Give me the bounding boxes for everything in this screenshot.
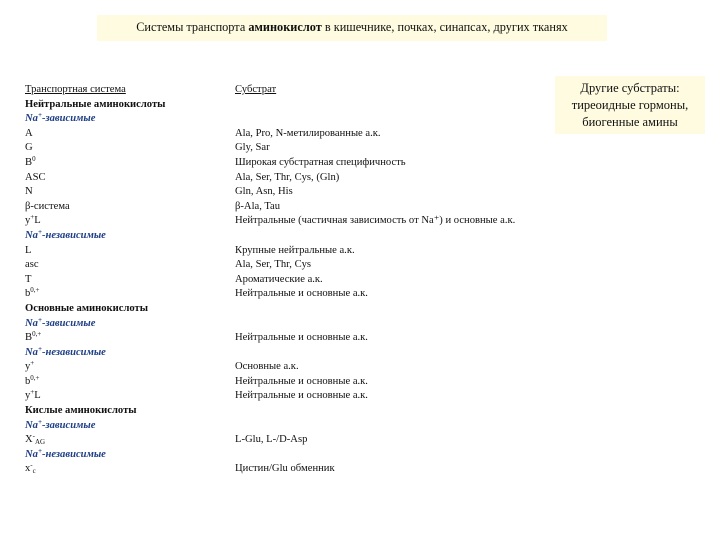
substrate-cell [235, 258, 565, 273]
substrate-text: Gly, Sar [235, 142, 270, 154]
system-name: A [25, 127, 33, 139]
system-sup: + [30, 388, 35, 397]
subgroup-prefix: Na [25, 317, 38, 329]
substrate-text: Ala, Ser, Thr, Cys, (Gln) [235, 171, 340, 183]
subgroup-sup: + [37, 417, 42, 426]
substrate-text: Нейтральные и основные а.к. [235, 390, 368, 402]
subgroup-suffix: -зависимые [41, 419, 96, 431]
transport-system-cell [25, 433, 225, 448]
substrate-cell [235, 404, 565, 419]
subgroup-suffix: -независимые [41, 229, 106, 241]
system-sup: 0,+ [30, 373, 40, 382]
substrate-cell [235, 273, 565, 288]
substrate-column [235, 83, 565, 477]
transport-system-cell [25, 273, 225, 288]
system-name: y [25, 361, 31, 373]
substrate-cell [235, 98, 565, 113]
subgroup-prefix: Na [25, 448, 38, 460]
subgroup-suffix: -зависимые [41, 113, 96, 125]
system-suffix: L [34, 215, 41, 227]
transport-system-cell [25, 200, 225, 215]
subgroup-heading [25, 419, 225, 434]
substrate-cell [235, 360, 565, 375]
substrate-cell [235, 185, 565, 200]
subgroup-heading [25, 448, 225, 463]
section-heading [25, 302, 225, 317]
substrate-text: Gln, Asn, His [235, 186, 293, 198]
subgroup-sup: + [37, 344, 42, 353]
substrate-cell [235, 433, 565, 448]
subgroup-prefix: Na [25, 419, 38, 431]
substrate-cell [235, 462, 565, 477]
section-heading-text: Основные аминокислоты [25, 302, 149, 314]
substrate-cell [235, 448, 565, 463]
section-heading [25, 98, 225, 113]
substrate-cell [235, 375, 565, 390]
system-name: X [25, 434, 33, 446]
transport-system-cell [25, 389, 225, 404]
note-line: Другие субстраты: [580, 81, 680, 95]
subgroup-prefix: Na [25, 229, 38, 241]
system-name: T [25, 273, 32, 285]
transport-system-cell [25, 141, 225, 156]
system-name: B [25, 156, 33, 168]
substrate-cell [235, 331, 565, 346]
substrate-cell [235, 141, 565, 156]
substrate-cell [235, 127, 565, 142]
transport-system-cell [25, 360, 225, 375]
substrate-cell [235, 317, 565, 332]
substrate-cell [235, 229, 565, 244]
substrate-text: Нейтральные и основные а.к. [235, 288, 368, 300]
substrate-text: β-Ala, Tau [235, 200, 281, 212]
system-sup: 0,+ [32, 330, 42, 339]
system-header-label: Транспортная система [25, 84, 126, 95]
subgroup-heading [25, 317, 225, 332]
substrate-cell [235, 389, 565, 404]
substrate-text: Цистин/Glu обменник [235, 463, 335, 475]
subgroup-suffix: -независимые [41, 346, 106, 358]
system-name: N [25, 186, 33, 198]
system-sup: + [30, 359, 35, 368]
subgroup-prefix: Na [25, 346, 38, 358]
substrate-header-label: Субстрат [235, 84, 277, 95]
transport-system-cell [25, 462, 225, 477]
title-text-start: Системы транспорта [136, 20, 249, 34]
system-name: x [25, 463, 31, 475]
transport-system-cell [25, 244, 225, 259]
system-name: L [25, 244, 32, 256]
substrate-text: Ala, Ser, Thr, Cys [235, 259, 312, 271]
transport-system-cell [25, 214, 225, 229]
substrate-text: Широкая субстратная специфичность [235, 156, 406, 168]
transport-system-cell [25, 287, 225, 302]
section-heading-text: Нейтральные аминокислоты [25, 98, 166, 110]
system-sup: - [32, 432, 35, 441]
title-text-bold: аминокислот [248, 20, 322, 34]
transport-system-cell [25, 331, 225, 346]
slide-title [97, 15, 607, 41]
substrate-cell [235, 200, 565, 215]
system-name: β-система [25, 200, 70, 212]
substrate-cell [235, 214, 565, 229]
transport-system-cell [25, 375, 225, 390]
note-line: биогенные амины [582, 115, 678, 129]
subgroup-heading [25, 229, 225, 244]
subgroup-heading [25, 112, 225, 127]
substrate-text: Нейтральные и основные а.к. [235, 332, 368, 344]
transport-system-cell [25, 156, 225, 171]
subgroup-sup: + [37, 315, 42, 324]
substrate-text: Ароматические а.к. [235, 273, 323, 285]
system-subscript: AG [35, 438, 46, 447]
transport-system-cell [25, 171, 225, 186]
subgroup-prefix: Na [25, 113, 38, 125]
system-name: G [25, 142, 33, 154]
title-text-end: в кишечнике, почках, синапсах, других тканях [321, 20, 568, 34]
other-substrates-note [555, 76, 705, 134]
system-sup: - [30, 461, 33, 470]
system-name: asc [25, 259, 39, 271]
substrate-cell [235, 156, 565, 171]
substrate-text: L-Glu, L-/D-Asp [235, 434, 308, 446]
system-name: ASC [25, 171, 46, 183]
transport-system-cell [25, 127, 225, 142]
substrate-text: Нейтральные и основные а.к. [235, 375, 368, 387]
substrate-cell [235, 171, 565, 186]
substrate-cell [235, 244, 565, 259]
subgroup-suffix: -независимые [41, 448, 106, 460]
transport-system-cell [25, 185, 225, 200]
substrate-text: Основные а.к. [235, 361, 299, 373]
system-name: y [25, 215, 31, 227]
system-name: b [25, 375, 31, 387]
column-header-substrate [235, 83, 565, 98]
column-header-system [25, 83, 225, 98]
system-subscript: c [32, 467, 36, 476]
note-line: тиреоидные гормоны, [571, 98, 689, 112]
system-sup: 0,+ [30, 286, 40, 295]
system-sup: + [30, 213, 35, 222]
system-name: b [25, 288, 31, 300]
substrate-cell [235, 419, 565, 434]
substrate-text: Нейтральные (частичная зависимость от Na⁺) и основные а.к. [235, 215, 516, 227]
section-heading-text: Кислые аминокислоты [25, 405, 137, 417]
system-name: B [25, 332, 33, 344]
substrate-text: Крупные нейтральные а.к. [235, 244, 355, 256]
subgroup-heading [25, 346, 225, 361]
transport-system-column [25, 83, 225, 477]
substrate-cell [235, 287, 565, 302]
substrate-cell [235, 112, 565, 127]
system-suffix: L [34, 390, 41, 402]
transport-system-cell [25, 258, 225, 273]
substrate-text: Ala, Pro, N-метилированные а.к. [235, 127, 381, 139]
subgroup-sup: + [37, 446, 42, 455]
subgroup-sup: + [37, 227, 42, 236]
subgroup-suffix: -зависимые [41, 317, 96, 329]
substrate-cell [235, 346, 565, 361]
substrate-cell [235, 302, 565, 317]
system-name: y [25, 390, 31, 402]
subgroup-sup: + [37, 111, 42, 120]
section-heading [25, 404, 225, 419]
system-sup: 0 [32, 154, 36, 163]
